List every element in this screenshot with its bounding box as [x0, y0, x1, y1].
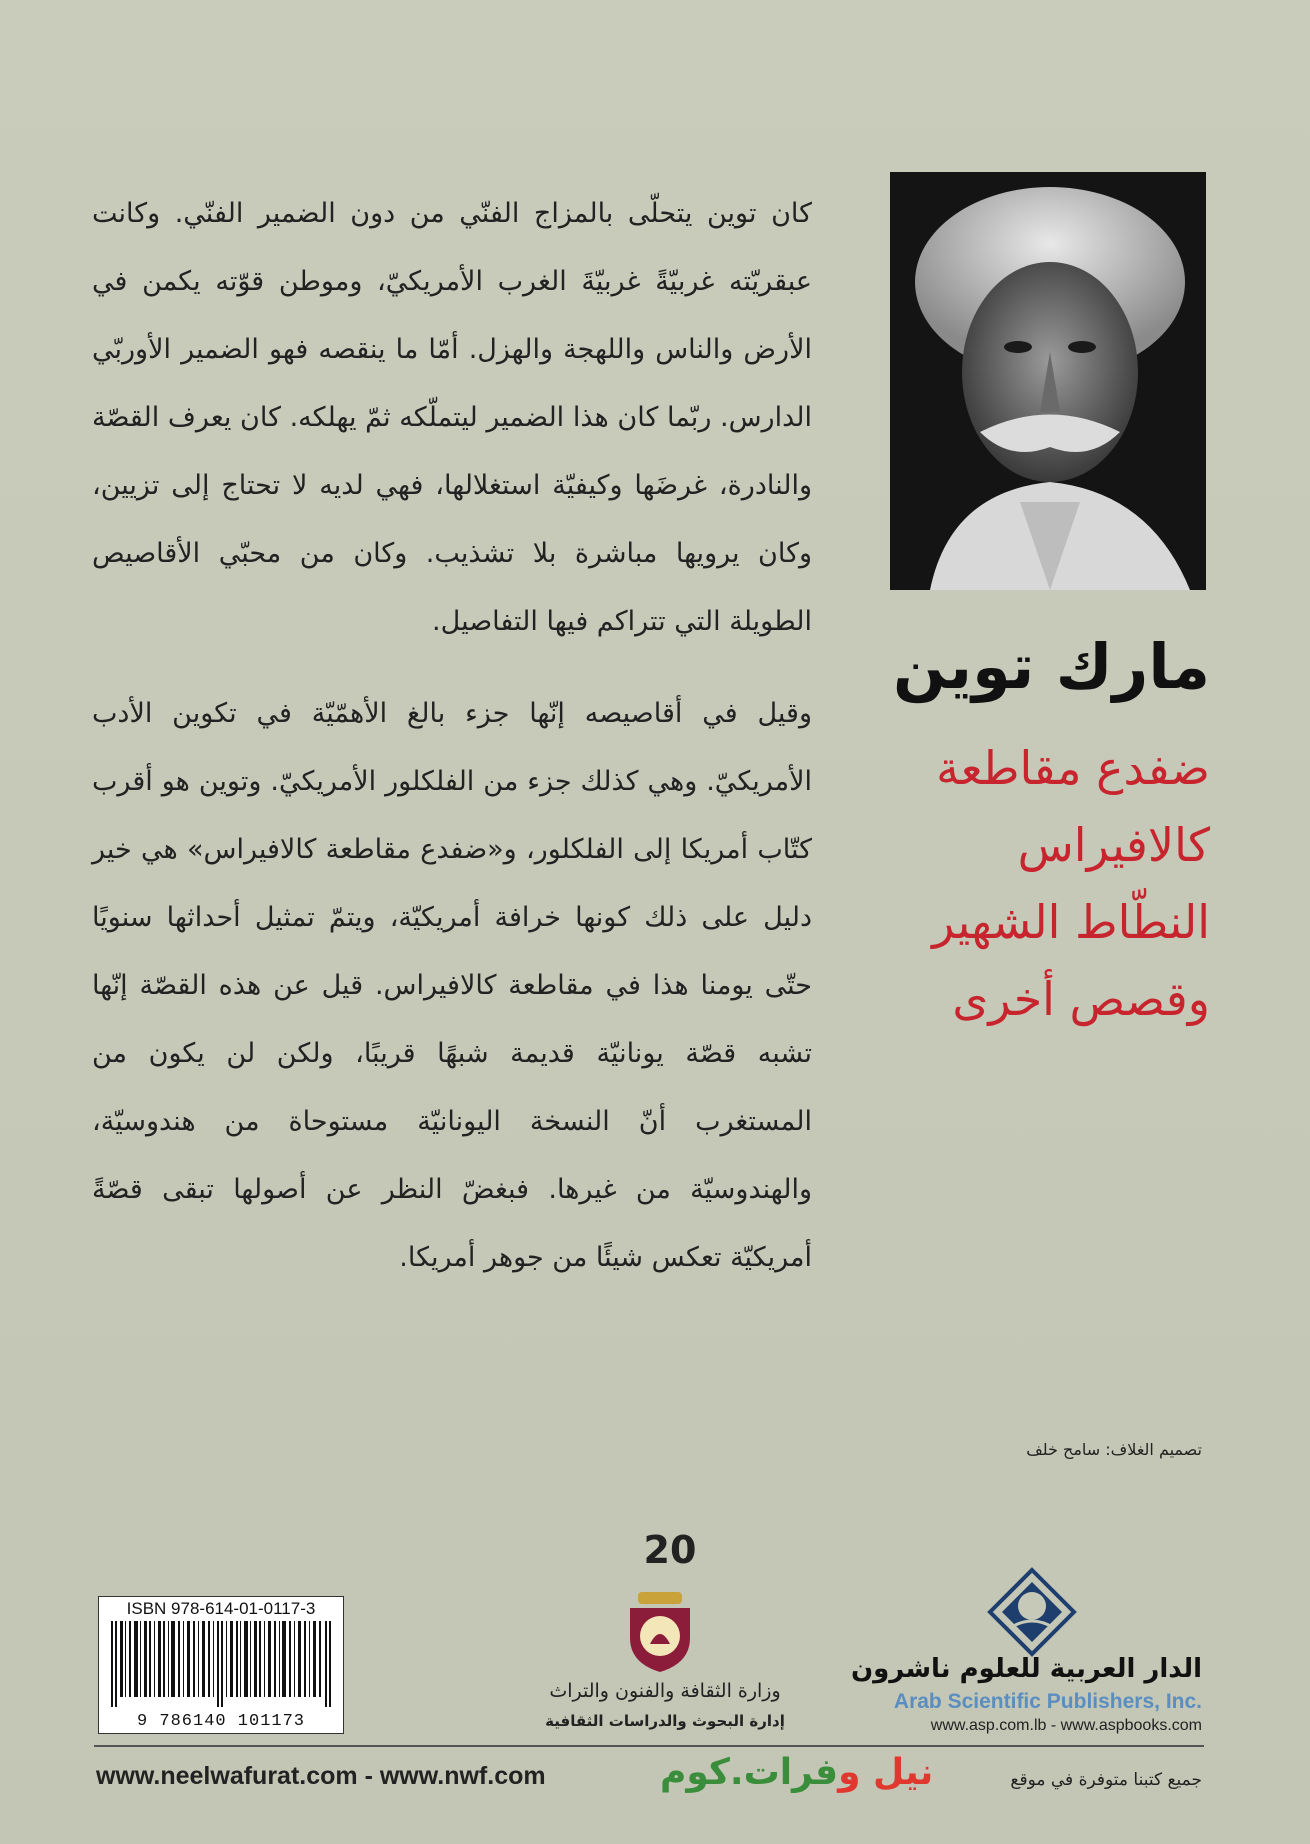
isbn-barcode [98, 1596, 344, 1734]
footer-websites: www.neelwafurat.com - www.nwf.com [96, 1762, 546, 1790]
portrait-illustration [890, 172, 1206, 590]
publisher-name-ar: الدار العربية للعلوم ناشرون [850, 1654, 1202, 1684]
blurb-text [92, 180, 812, 1292]
publisher-websites: www.asp.com.lb - www.aspbooks.com [930, 1717, 1202, 1734]
title-line-2: كالافيراس [1017, 818, 1210, 872]
publisher-name-en: Arab Scientific Publishers, Inc. [893, 1690, 1202, 1713]
footer-availability-note: جميع كتبنا متوفرة في موقع [1010, 1770, 1202, 1790]
brand-part-1: نيل و [838, 1752, 934, 1793]
cover-designer-credit: تصميم الغلاف: سامح خلف [1026, 1440, 1202, 1459]
title-line-1: ضفدع مقاطعة [936, 741, 1210, 795]
book-title [850, 730, 1210, 1038]
title-line-3: النطّاط الشهير [932, 895, 1210, 949]
ministry-name: وزارة الثقافة والفنون والتراث [549, 1680, 781, 1702]
isbn-digits: 9 786140 101173 [136, 1712, 306, 1731]
ministry-emblem-icon [620, 1588, 700, 1674]
ministry-department: إدارة البحوث والدراسات الثقافية [545, 1712, 785, 1730]
isbn-label: ISBN 978-614-01-0117-3 [126, 1599, 316, 1618]
author-portrait [890, 172, 1206, 590]
series-number: 20 [643, 1528, 697, 1572]
publisher-logo-icon [986, 1566, 1078, 1658]
author-name: مارك توين [893, 630, 1210, 703]
blurb-paragraph-2: وقيل في أقاصيصه إنّها جزء بالغ الأهمّيّة في تكوين الأدب الأمريكيّ. وهي كذلك جزء من الفلكلور الأمريكيّ. وتوين هو أقرب كتّاب أمريكا إلى الفلكلور، و«ضفدع مقاطعة كالافيراس» هي خير دليل على ذلك كونها خرافة أمريكيّة، ويتمّ تمثيل أحداثها سنويًا حتّى يومنا هذا في مقاطعة كالافيراس. قيل عن هذه القصّة إنّها تشبه قصّة يونانيّة قديمة شبهًا قريبًا، ولكن لن يكون من المستغرب أنّ النسخة اليونانيّة مستوحاة من هندوسيّة، والهندوسيّة من غيرها. فبغضّ النظر عن أصولها تبقى قصّةً أمريكيّة تعكس شيئًا من جوهر أمريكا. [92, 698, 812, 1273]
footer-divider [94, 1745, 1204, 1747]
title-line-4: وقصص أخرى [952, 972, 1210, 1026]
blurb-paragraph-1: كان توين يتحلّى بالمزاج الفنّي من دون الضمير الفنّي. وكانت عبقريّته غربيّةً غربيّةَ الغرب الأمريكيّ، وموطن قوّته يكمن في الأرض والناس واللهجة والهزل. أمّا ما ينقصه فهو الضمير الأوربّي الدارس. ربّما كان هذا الضمير ليتملّكه ثمّ يهلكه. كان يعرف القصّة والنادرة، غرضَها وكيفيّة استغلالها، فهي لديه لا تحتاج إلى تزيين، وكان يرويها مباشرة بلا تشذيب. وكان من محبّي الأقاصيص الطويلة التي تتراكم فيها التفاصيل. [92, 198, 812, 637]
barcode-icon [109, 1621, 333, 1707]
brand-part-2: فرات.كوم [660, 1752, 839, 1793]
